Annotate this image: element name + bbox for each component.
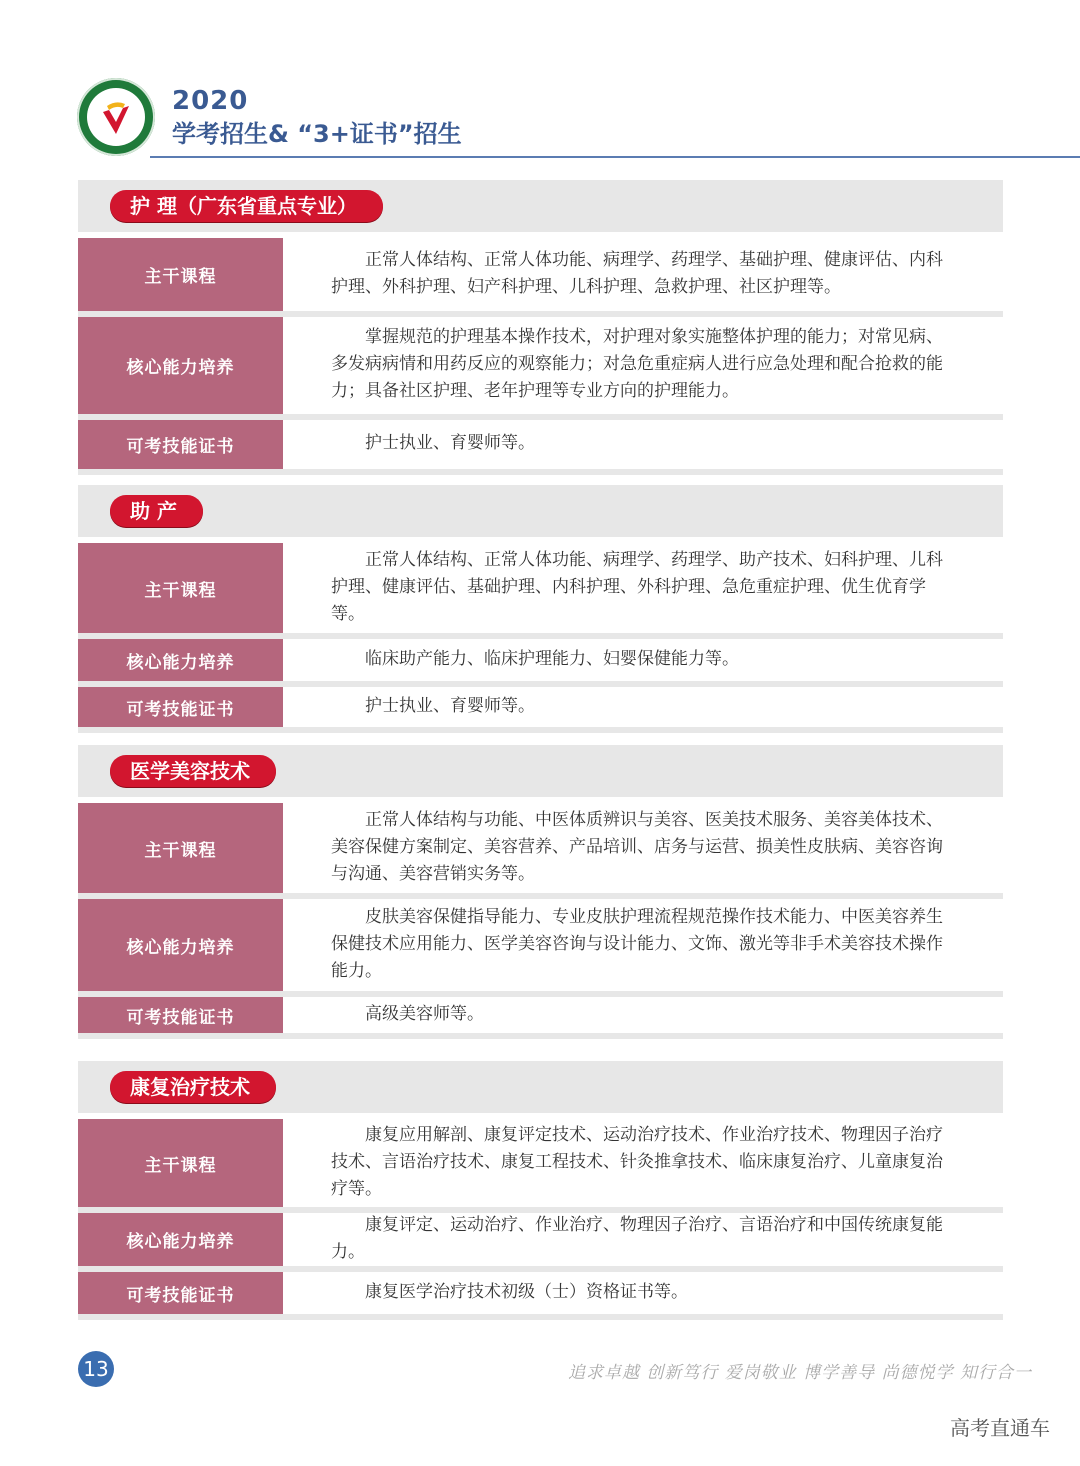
table-row — [78, 317, 1003, 414]
program-rehabilitation — [78, 1061, 1003, 1314]
section-header — [78, 745, 1003, 797]
row-label: 主干课程 — [78, 543, 283, 633]
row-label: 核心能力培养 — [78, 899, 283, 991]
row-text: 护士执业、育婴师等。 — [365, 433, 535, 453]
row-text: 正常人体结构与功能、中医体质辨识与美容、医美技术服务、美容美体技术、美容保健方案制定、美容营养、产品培训、店务与运营、损美性皮肤病、美容咨询与沟通、美容营销实务等。 — [331, 809, 943, 884]
row-label: 主干课程 — [78, 238, 283, 311]
row-text: 皮肤美容保健指导能力、专业皮肤护理流程规范操作技术能力、中医美容养生保健技术应用能力、医学美容咨询与设计能力、文饰、激光等非手术美容技术操作能力。 — [331, 906, 943, 981]
table-row — [78, 1119, 1003, 1207]
row-label: 可考技能证书 — [78, 420, 283, 469]
row-label: 核心能力培养 — [78, 639, 283, 681]
table-row — [78, 803, 1003, 893]
row-text: 正常人体结构、正常人体功能、病理学、药理学、助产技术、妇科护理、儿科护理、健康评估、基础护理、内科护理、外科护理、急危重症护理、优生优育学等。 — [331, 549, 943, 624]
header-divider — [150, 156, 1080, 158]
program-midwifery — [78, 485, 1003, 727]
section-header — [78, 1061, 1003, 1113]
section-title: 康复治疗技术 — [110, 1071, 276, 1103]
table-row — [78, 639, 1003, 681]
row-text: 康复评定、运动治疗、作业治疗、物理因子治疗、言语治疗和中国传统康复能力。 — [331, 1214, 943, 1262]
table-row — [78, 899, 1003, 991]
table-row — [78, 238, 1003, 311]
section-title: 医学美容技术 — [110, 755, 276, 787]
row-text: 康复应用解剖、康复评定技术、运动治疗技术、作业治疗技术、物理因子治疗技术、言语治疗技术、康复工程技术、针灸推拿技术、临床康复治疗、儿童康复治疗等。 — [331, 1124, 943, 1199]
section-header — [78, 485, 1003, 537]
section-title: 助 产 — [110, 495, 203, 527]
school-motto: 追求卓越 创新笃行 爱岗敬业 博学善导 尚德悦学 知行合一 — [567, 1363, 1032, 1383]
row-text: 康复医学治疗技术初级（士）资格证书等。 — [365, 1281, 688, 1302]
school-logo — [77, 78, 155, 156]
page-header — [0, 0, 1080, 170]
section-title: 护 理（广东省重点专业） — [110, 190, 383, 222]
row-label: 核心能力培养 — [78, 1213, 283, 1266]
table-row — [78, 543, 1003, 633]
row-label: 可考技能证书 — [78, 1272, 283, 1314]
watermark-text: 高考直通车 — [950, 1416, 1050, 1440]
program-medical-cosmetology — [78, 745, 1003, 1033]
row-text: 临床助产能力、临床护理能力、妇婴保健能力等。 — [365, 648, 739, 669]
table-row — [78, 997, 1003, 1033]
page-number: 13 — [78, 1351, 114, 1387]
table-row — [78, 1272, 1003, 1314]
row-label: 主干课程 — [78, 1119, 283, 1207]
row-label: 主干课程 — [78, 803, 283, 893]
table-row — [78, 687, 1003, 727]
row-label: 可考技能证书 — [78, 687, 283, 727]
row-text: 正常人体结构、正常人体功能、病理学、药理学、基础护理、健康评估、内科护理、外科护理、妇产科护理、儿科护理、急救护理、社区护理等。 — [331, 249, 943, 297]
program-nursing — [78, 180, 1003, 469]
header-title: 学考招生& “3+证书”招生 — [172, 120, 462, 148]
header-year: 2020 — [172, 86, 249, 116]
section-header — [78, 180, 1003, 232]
row-label: 可考技能证书 — [78, 997, 283, 1033]
table-row — [78, 1213, 1003, 1266]
row-label: 核心能力培养 — [78, 317, 283, 414]
row-text: 护士执业、育婴师等。 — [365, 695, 535, 716]
row-text: 高级美容师等。 — [365, 1003, 484, 1024]
row-text: 掌握规范的护理基本操作技术，对护理对象实施整体护理的能力；对常见病、多发病病情和用药反应的观察能力；对急危重症病人进行应急处理和配合抢救的能力；具备社区护理、老年护理等专业方向的护理能力。 — [331, 327, 943, 401]
table-row — [78, 420, 1003, 469]
